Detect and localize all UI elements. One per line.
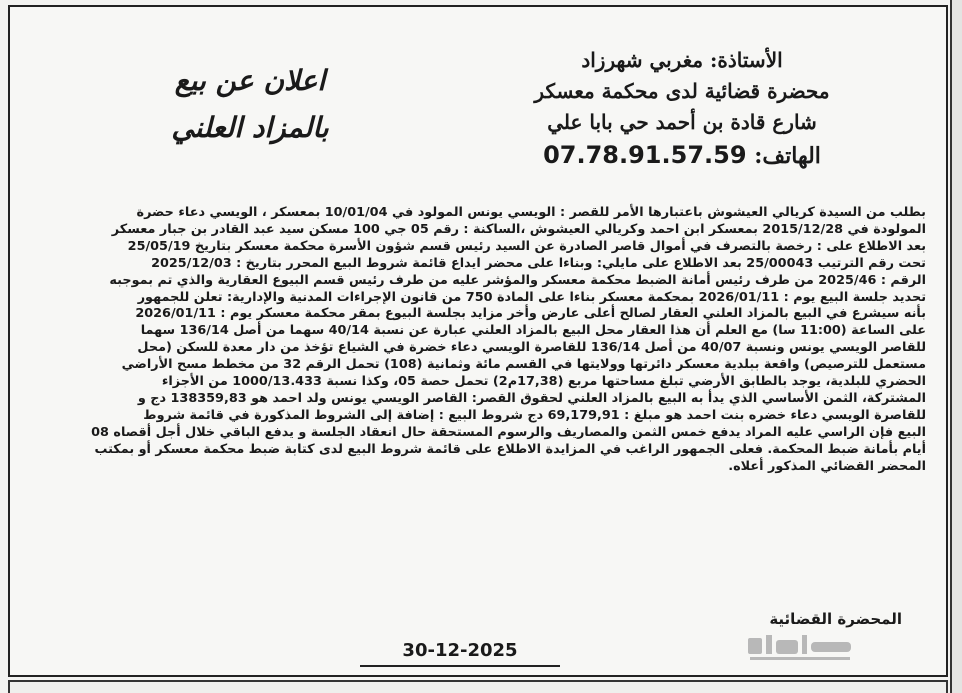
notice-body-line: أيام بأمانة ضبط المحكمة. فعلى الجمهور الراغب في المزايدة الاطلاع على قائمة شروط البيع لدى كتابة ضبط محكمة معسكر أو بمكتب: [94, 441, 926, 457]
notice-body-line: الحضري للبلدية، يوجد بالطابق الأرضي تبلغ مساحتها مربع (17,38م2) تحمل حصة 05، وكذا نسبة 1000/13.433 من الأجزاء: [161, 374, 926, 390]
date-underline: [360, 665, 560, 667]
bailiff-name: الأستاذة: مغربي شهرزاد: [581, 48, 783, 72]
notice-body-line: للقاصر الويسي يونس ونسبة 40/07 من أصل 136/14 للقاصرة الويسي دعاء خضرة في الشياع تؤخذ من دار معدة للسكن (محل: [137, 340, 926, 356]
notice-title-line-1: اعلان عن بيع: [174, 64, 326, 97]
notice-body-line: المحضر القضائي المذكور أعلاه.: [728, 458, 926, 474]
notice-body-line: تحت رقم الترتيب 25/00043 بعد الاطلاع على مايلي: وبناءا على محضر ايداع قائمة شروط البيع المحرر بتاريخ : 2025/12/03: [151, 255, 926, 271]
phone-number: 07.78.91.57.59: [543, 141, 747, 169]
bailiff-office: محضرة قضائية لدى محكمة معسكر: [534, 79, 830, 103]
notice-body-line: البيع فإن الراسي عليه المراد يدفع خمس الثمن والمصاريف والرسوم المستحقة حال انعقاد الجلسة و يدفع الباقي خلال أجل أقصاه 08: [91, 424, 926, 440]
notice-body-line: المشتركة، الثمن الأساسي الذي يدأ به البيع بالمزاد العلني لحقوق القصر: القاصر الويسي يونس ولد احمد هو 138359,83 دج و: [137, 390, 926, 406]
notice-date: 30-12-2025: [402, 640, 518, 661]
notice-body-line: المولودة في 2015/12/28 بمعسكر ابن احمد وكريالي العيشوش ،الساكنة : رقم 05 جي 100 مسكن سيد عبد القادر بن جبار معسكر: [111, 221, 926, 237]
notice-body-line: بأنه سيشرع في البيع بالمزاد العلني العقار لصالح أعلى عارض وأخر مزايد بجلسة البيوع بمقر محكمة معسكر يوم : 2026/01/11: [135, 306, 926, 322]
notice-body-line: تحديد جلسة البيع يوم : 2026/01/11 بمحكمة معسكر بناءا على المادة 750 من قانون الإجراءات المدنية والإدارية: تعلن للجمهور: [137, 289, 926, 305]
notice-body-line: بطلب من السيدة كريالي العيشوش باعتبارها الأمر للقصر : الويسي يونس المولود في 10/01/04 بمعسكر ، الويسي دعاء حضرة: [136, 205, 926, 220]
bailiff-address: شارع قادة بن أحمد حي بابا علي: [547, 110, 817, 134]
notice-title-line-2: بالمزاد العلني: [171, 111, 329, 144]
notice-body-line: الرقم : 2025/46 من طرف رئيس أمانة الضبط محكمة معسكر والمؤشر عليه من طرف رئيس قسم البيوع العقارية والذي تم بموجبه: [109, 272, 926, 288]
notice-body-line: مستعمل للترصيص) واقعة ببلدية معسكر دائرتها وولايتها في القسم مائة وثمانية (108) تحمل الرقم 32 من مخطط مسح الأراضي: [121, 357, 926, 373]
signature: المحضرة القضائية: [769, 610, 902, 628]
bailiff-header: [462, 45, 902, 173]
notice-title: [120, 58, 380, 152]
notice-body-line: بعد الاطلاع على : رخصة بالتصرف في أموال قاصر الصادرة عن السيد رئيس قسم شؤون الأسرة محكمة معسكر بتاريخ 25/05/19: [127, 238, 926, 254]
newspaper-logo: [740, 632, 860, 666]
phone-line: [462, 138, 902, 173]
notice-body-line: على الساعة (11:00 سا) مع العلم أن هذا العقار محل البيع بالمزاد العلني عبارة عن نسبة 40/14 سهما من أصل 136/14 سهما: [140, 323, 926, 339]
notice-body: [30, 205, 926, 476]
notice-body-line: للقاصرة الويسي دعاء خضره بنت احمد هو مبلغ : 69,179,91 دج شروط البيع : إضافة إلى الشروط المذكورة في قائمة شروط: [143, 407, 926, 423]
next-notice-edge: [8, 680, 948, 693]
adjacent-page-edge: [950, 0, 962, 693]
phone-label: الهاتف:: [754, 143, 821, 169]
